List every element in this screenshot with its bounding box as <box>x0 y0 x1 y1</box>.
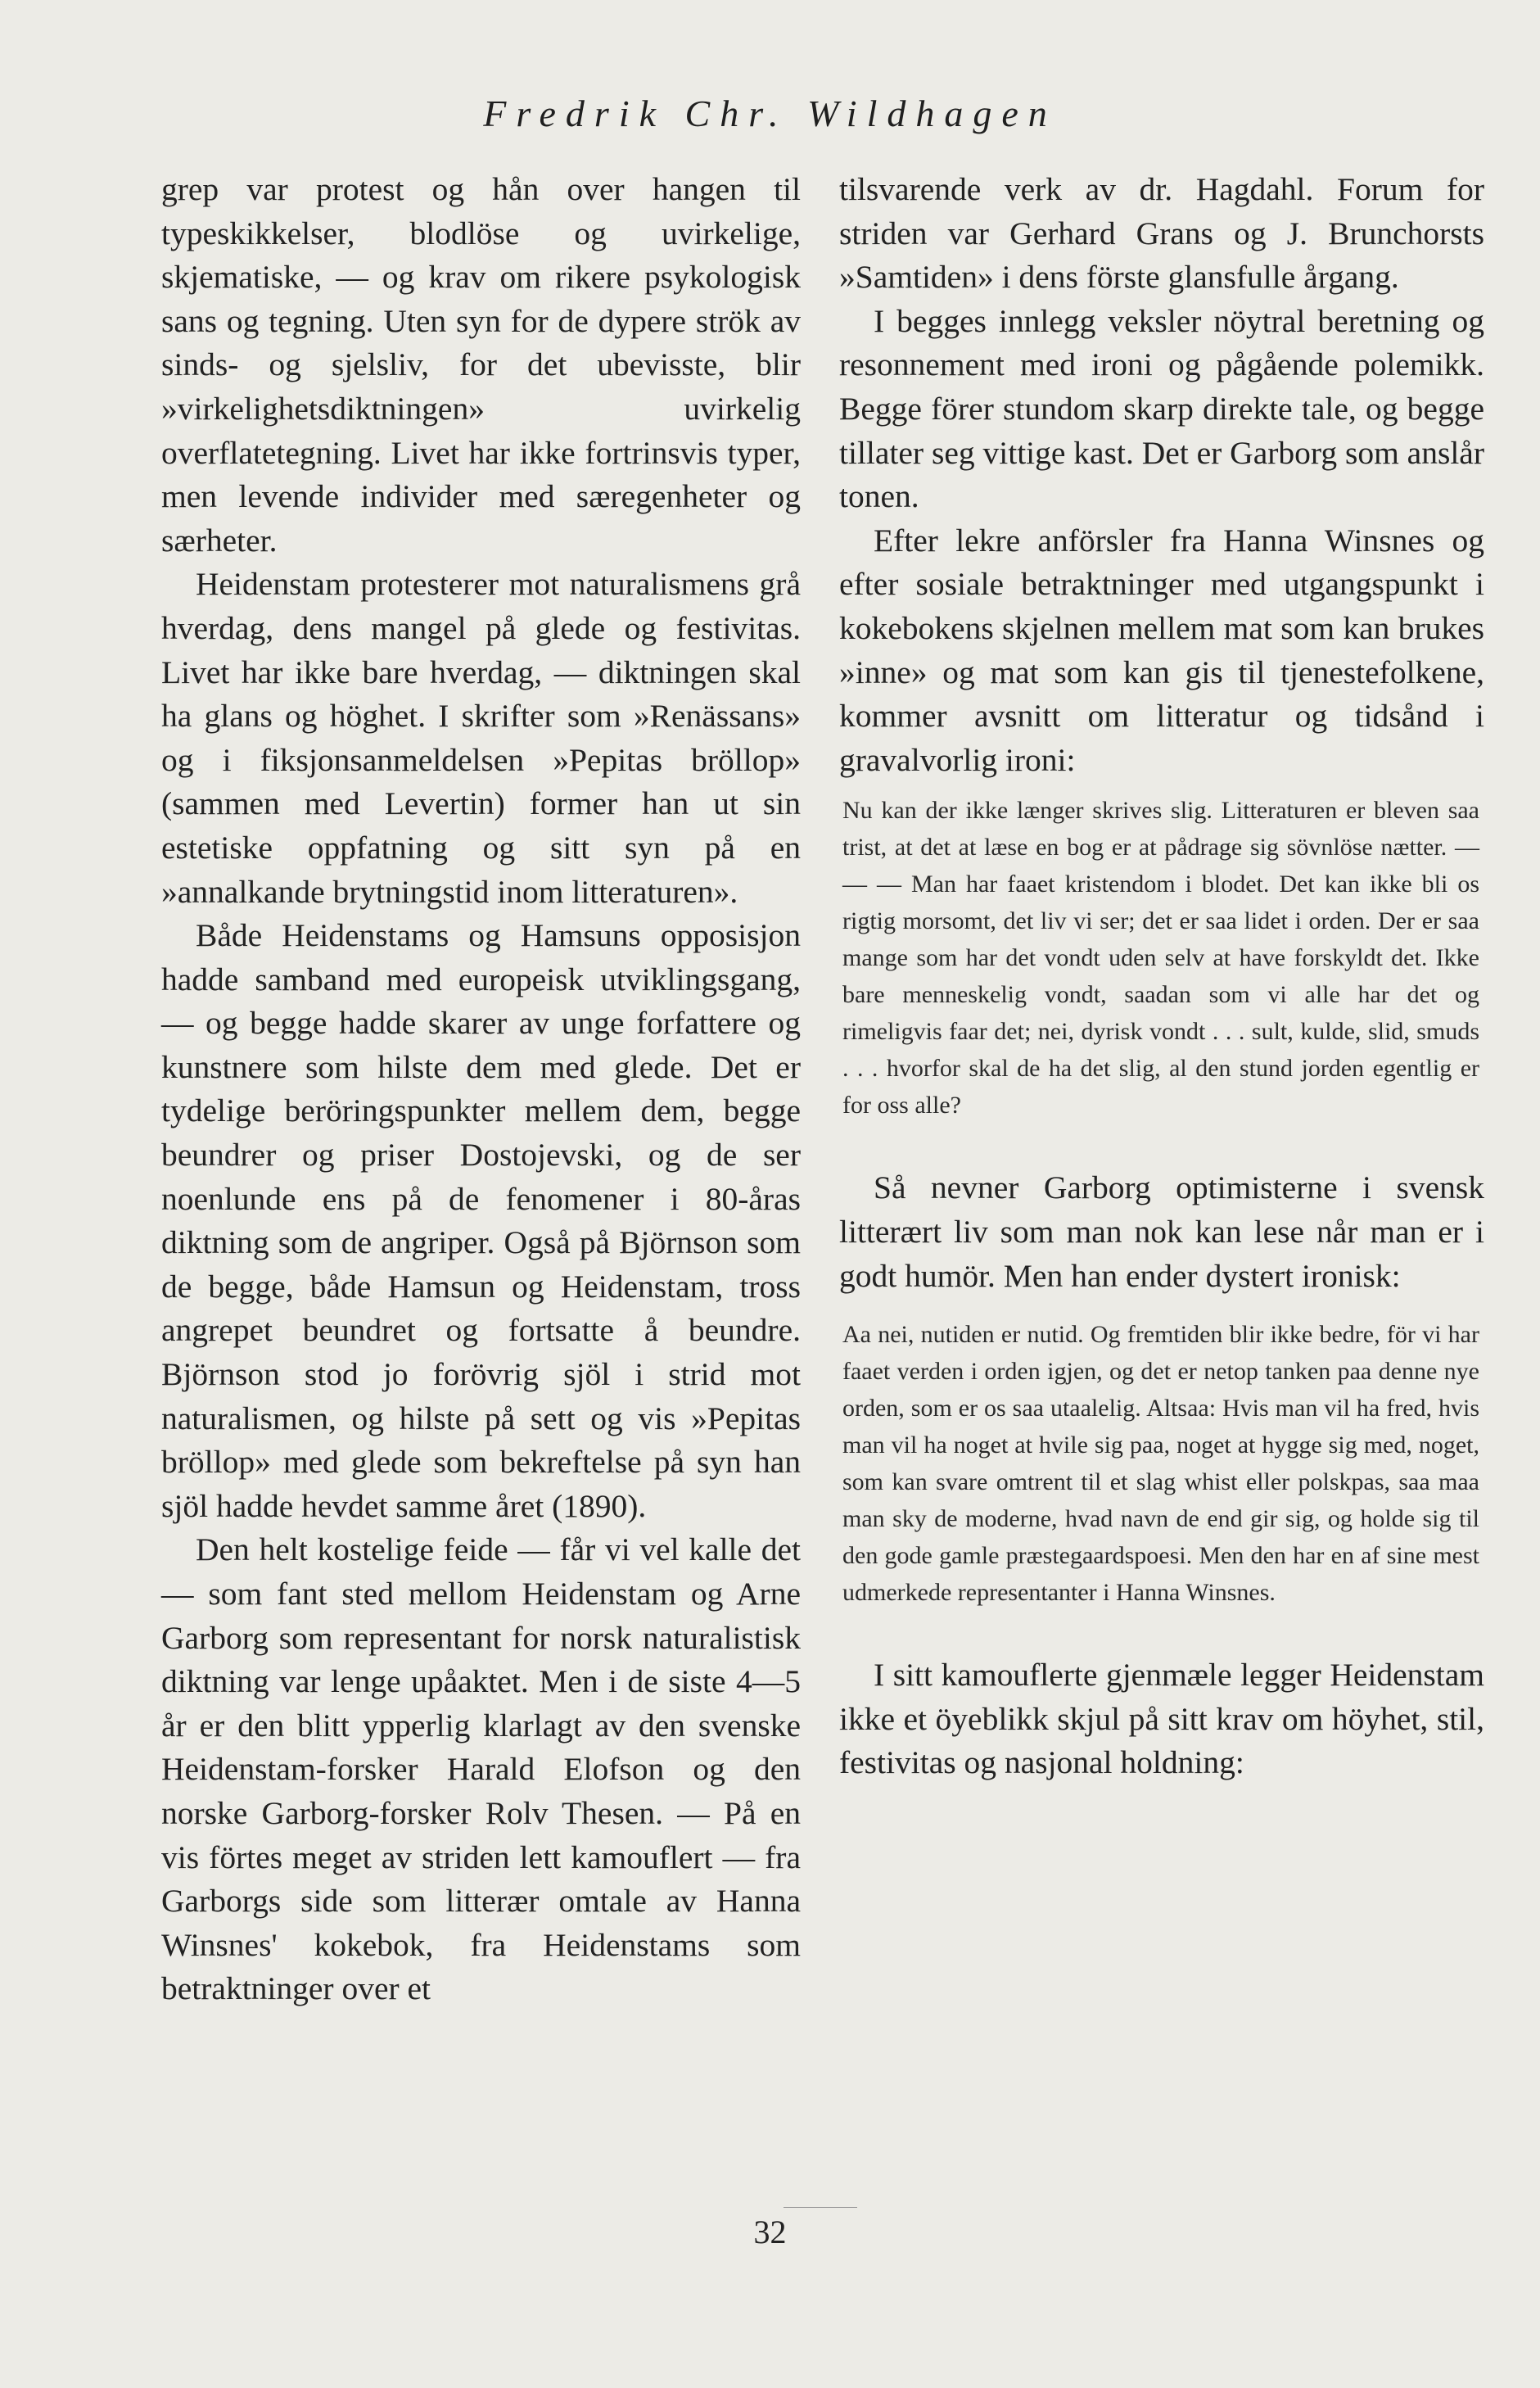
paragraph: I sitt kamouflerte gjenmæle legger Heidenstam ikke et öyeblikk skjul på sitt krav om höyhet, stil, festivitas og nasjonal holdning: <box>839 1657 1484 1781</box>
paragraph: Den helt kostelige feide — får vi vel kalle det — som fant sted mellom Heidenstam og Arne Garborg som representant for norsk naturalistisk diktning var lenge upåaktet. Men i de siste 4—5 år er den blitt ypperlig klarlagt av den svenske Heidenstam-forsker Harald Elofson og den norske Garborg-forsker Rolv Thesen. — På en vis förtes meget av striden lett kamouflert — fra Garborgs side som litterær omtale av Hanna Winsnes' kokebok, fra Heidenstams som betraktninger over et <box>161 1531 801 2007</box>
paragraph: I begges innlegg veksler nöytral beretning og resonnement med ironi og pågående polemikk. Begge förer stundom skarp direkte tale, og begge tillater seg vittige kast. Det er Garborg som anslår tonen. <box>839 302 1484 515</box>
page-number: 32 <box>753 2214 787 2250</box>
paragraph: Heidenstam protesterer mot naturalismens grå hverdag, dens mangel på glede og festivitas. Livet har ikke bare hverdag, — diktningen skal ha glans og höghet. I skrifter som »Renässans» og i fiksjonsanmeldelsen »Pepitas bröllop» (sammen med Levertin) former han ut sin estetiske oppfatning og sitt syn på en »annalkande brytningstid inom litteraturen». <box>161 566 801 910</box>
right-column <box>839 168 1484 1785</box>
paragraph: grep var protest og hån over hangen til typeskikkelser, blodlöse og uvirkelige, skjematiske, — og krav om rikere psykologisk sans og tegning. Uten syn for de dypere strök av sinds- og sjelsliv, for det ubevisste, blir »virkelighetsdiktningen» uvirkelig overflatetegning. Livet har ikke fortrinsvis typer, men levende individer med særegenheter og særheter. <box>161 171 801 559</box>
footer-rule <box>784 2207 857 2208</box>
paragraph: Efter lekre anförsler fra Hanna Winsnes og efter sosiale betraktninger med utgangspunkt i kokebokens skjelnen mellem mat som kan brukes »inne» og mat som kan gis til tjenestefolkene, kommer avsnitt om litteratur og tidsånd i gravalvorlig ironi: <box>839 522 1484 778</box>
running-head: Fredrik Chr. Wildhagen <box>483 93 1057 134</box>
block-quote <box>839 1316 1484 1611</box>
paragraph: Både Heidenstams og Hamsuns opposisjon hadde samband med europeisk utviklingsgang, — og begge hadde skarer av unge forfattere og kunstnere som hilste dem med glede. Det er tydelige beröringspunkter mellem dem, begge beundrer og priser Dostojevski, og de ser noenlunde ens på de fenomener i 80-åras diktning som de angriper. Også på Björnson som de begge, både Hamsun og Heidenstam, tross angrepet beundret og fortsatte å beundre. Björnson stod jo forövrig sjöl i strid mot naturalismen, og hilste på sett og vis »Pepitas bröllop» med glede som bekreftelse på syn han sjöl hadde hevdet samme året (1890). <box>161 917 801 1524</box>
paragraph: Så nevner Garborg optimisterne i svensk litterært liv som man nok kan lese når man er i godt humör. Men han ender dystert ironisk: <box>839 1169 1484 1294</box>
paragraph: tilsvarende verk av dr. Hagdahl. Forum for striden var Gerhard Grans og J. Brunchorsts »Samtiden» i dens förste glansfulle årgang. <box>839 171 1484 296</box>
left-column <box>161 168 801 2011</box>
quote-text: Aa nei, nutiden er nutid. Og fremtiden blir ikke bedre, för vi har faaet verden i orden igjen, og det er netop tanken paa denne nye orden, som er os saa utaalelig. Altsaa: Hvis man vil ha fred, hvis man vil ha noget at hvile sig paa, noget at hygge sig med, noget, som kan svare omtrent til et slag whist eller polskpas, saa maa man sky de moderne, hvad navn de end gir sig, og holde sig til den gode gamle præstegaardspoesi. Men den har en af sine mest udmerkede representanter i Hanna Winsnes. <box>842 1321 1479 1607</box>
block-quote <box>839 792 1484 1124</box>
quote-text: Nu kan der ikke længer skrives slig. Litteraturen er bleven saa trist, at det at læse en bog er at pådrage sig sövnlöse nætter. — — — Man har faaet kristendom i blodet. Det kan ikke bli os rigtig morsomt, det liv vi ser; det er saa lidet i orden. Der er saa mange som har det vondt uden selv at have forskyldt det. Ikke bare menneskelig vondt, saadan som vi alle har det og rimeligvis faar det; nei, dyrisk vondt . . . sult, kulde, slid, smuds . . . hvorfor skal de ha det slig, al den stund jorden egentlig er for oss alle? <box>842 797 1479 1119</box>
